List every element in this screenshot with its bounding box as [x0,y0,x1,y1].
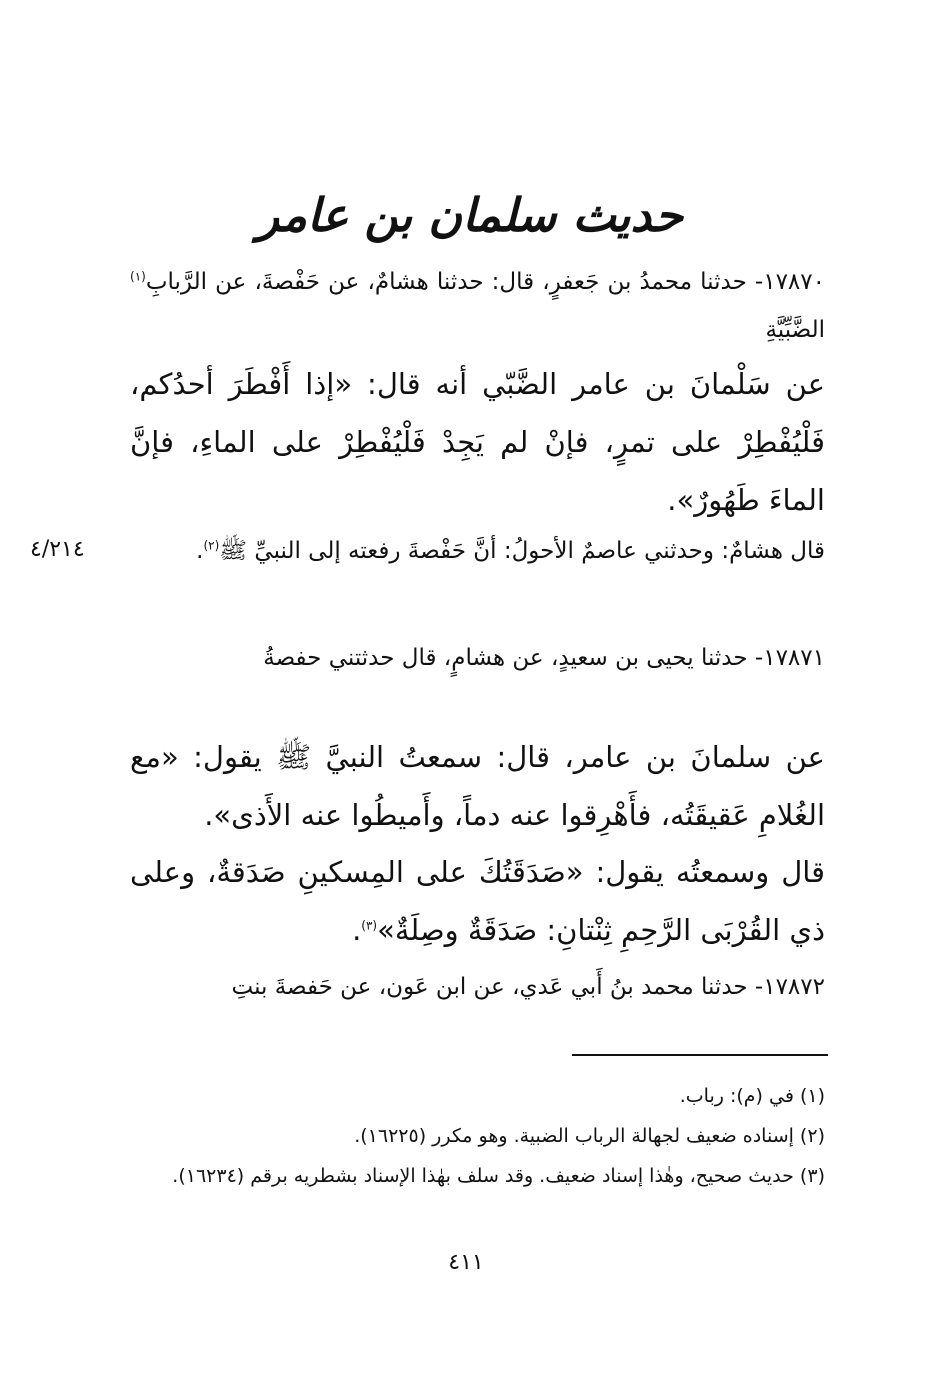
paragraph-tail: الضَّبِّيَّةِ [765,317,825,343]
margin-reference: ٤/٢١٤ [30,537,85,562]
footnote-3: (٣) حديث صحيح، وهٰذا إسناد ضعيف. وقد سلف بهٰذا الإسناد بشطريه برقم (١٦٢٣٤). [172,1165,825,1187]
hadith-17871-isnad [130,634,825,682]
footnote-2: (٢) إسناده ضعيف لجهالة الرباب الضبية. وهو مكرر (١٦٢٢٥). [354,1125,825,1147]
paragraph-text: قال وسمعتُه يقول: «صَدَقَتُكَ على المِسكينِ صَدَقةٌ، وعلى ذي القُرْبَى الرَّحِمِ ثِنْتانِ: صَدَقَةٌ وصِلَةٌ» [130,855,825,947]
footnote-marker: (٢) [203,538,220,553]
page-number: ٤١١ [448,1250,484,1275]
footnote-marker: (١) [130,269,146,284]
hadith-17870-isnad [130,258,825,354]
footnote-1: (١) في (م): رباب. [679,1085,825,1107]
paragraph-text: عن سَلْمانَ بن عامر الضَّبّي أنه قال: «إذا أَفْطَرَ أحدُكم، فَلْيُفْطِرْ على تمرٍ، فإنْ لم يَجِدْ فَلْيُفْطِرْ على الماءِ، فإنَّ الماءَ طَهُورٌ». [130,367,825,517]
hadith-17870-addition [130,527,825,575]
paragraph-tail: . [196,538,204,564]
paragraph-text: ١٧٨٧٢- حدثنا محمد بنُ أَبي عَدي، عن ابن عَون، عن حَفصةَ بنتِ [231,974,825,1000]
paragraph-text: قال هشامٌ: وحدثني عاصمٌ الأحولُ: أنَّ حَفْصةَ رفعته إلى النبيِّ ﷺ [219,538,825,564]
hadith-17871-second-matn [130,843,825,959]
paragraph-text: ١٧٨٧٠- حدثنا محمدُ بن جَعفرٍ، قال: حدثنا هشامٌ، عن حَفْصةَ، عن الرَّبابِ [145,269,825,295]
paragraph-text: ١٧٨٧١- حدثنا يحيى بن سعيدٍ، عن هشامٍ، قال حدثتني حفصةُ [263,645,825,671]
footnote-marker: (٣) [361,918,378,933]
hadith-17870-matn [130,355,825,529]
chapter-title: حديث سلمان بن عامر [256,188,684,242]
hadith-17872-isnad [130,963,825,1011]
hadith-17871-matn [130,728,825,844]
footnote-separator [572,1054,828,1056]
paragraph-tail: . [352,913,362,947]
paragraph-text: عن سلمانَ بن عامر، قال: سمعتُ النبيَّ ﷺ يقول: «مع الغُلامِ عَقيقَتُه، فأَهْرِقوا عنه دماً، وأَميطُوا عنه الأَذى». [130,740,825,832]
